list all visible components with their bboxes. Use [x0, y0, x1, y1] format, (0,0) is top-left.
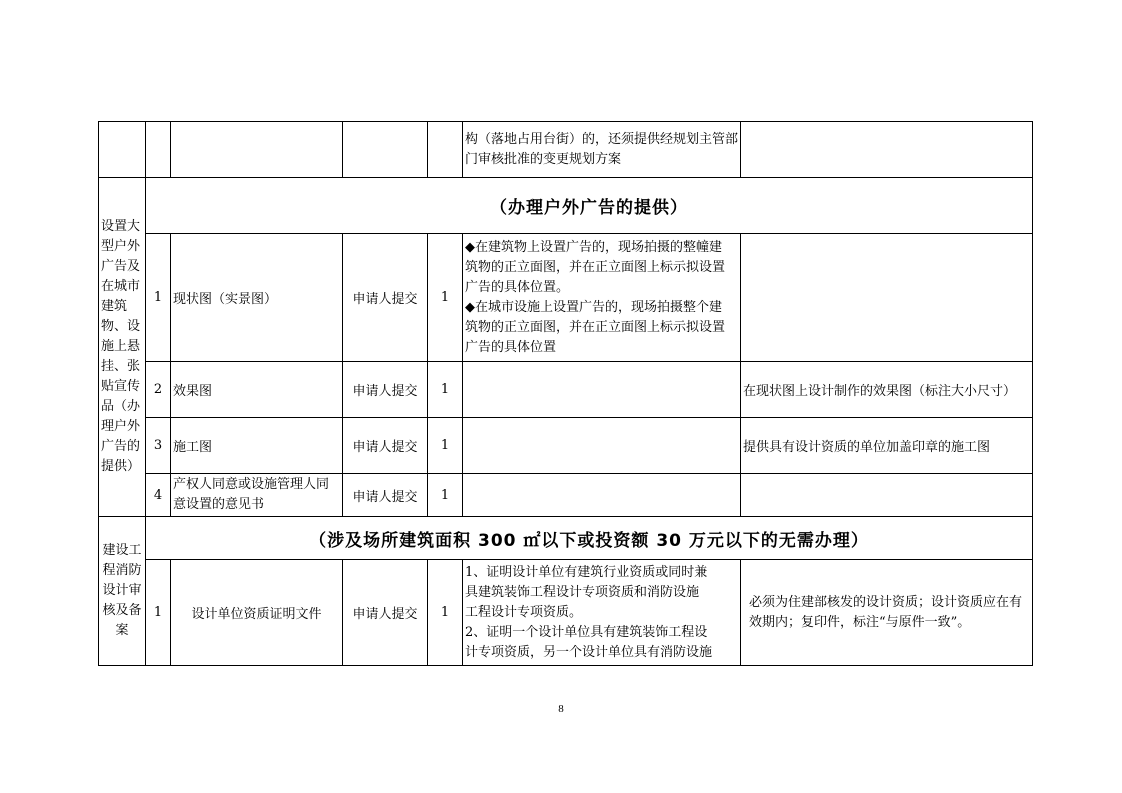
- page-number: 8: [558, 703, 564, 715]
- requirement-line: 筑物的正立面图，并在正立面图上标示拟设置: [465, 259, 726, 275]
- remark-cell: [741, 122, 1033, 178]
- count-cell: [428, 122, 463, 178]
- requirement-cell: [463, 418, 741, 474]
- remark-cell: 提供具有设计资质的单位加盖印章的施工图: [741, 418, 1033, 474]
- material-name-cell: 设计单位资质证明文件: [171, 560, 343, 666]
- count-cell: 1: [428, 234, 463, 362]
- remark-cell: [741, 474, 1033, 517]
- count-cell: 1: [428, 362, 463, 418]
- requirement-line: 筑物的正立面图，并在正立面图上标示拟设置: [465, 319, 726, 335]
- source-cell: 申请人提交: [343, 474, 428, 517]
- source-cell: 申请人提交: [343, 418, 428, 474]
- requirement-line: 工程设计专项资质。: [465, 604, 583, 620]
- source-cell: [343, 122, 428, 178]
- count-cell: 1: [428, 560, 463, 666]
- requirement-cell: 构（落地占用台街）的，还须提供经规划主管部门审核批准的变更规划方案: [463, 122, 741, 178]
- material-name-cell: [171, 122, 343, 178]
- requirement-cell: [463, 474, 741, 517]
- number-cell: 1: [146, 234, 171, 362]
- table-row: [99, 418, 1033, 474]
- table-row: [99, 560, 1033, 666]
- source-cell: 申请人提交: [343, 560, 428, 666]
- table-row: [99, 362, 1033, 418]
- requirement-line: 1、证明设计单位有建筑行业资质或同时兼: [465, 564, 708, 580]
- materials-table: [98, 121, 1033, 666]
- remark-cell: [741, 234, 1033, 362]
- section-banner: （办理户外广告的提供）: [146, 178, 1033, 234]
- category-cell: 建设工程消防设计审核及备案: [99, 517, 146, 666]
- remark-cell: 必须为住建部核发的设计资质；设计资质应在有效期内；复印件，标注“与原件一致”。: [741, 560, 1033, 666]
- material-name-cell: 产权人同意或设施管理人同意设置的意见书: [171, 474, 343, 517]
- number-cell: 4: [146, 474, 171, 517]
- requirement-line: 2、证明一个设计单位具有建筑装饰工程设: [465, 624, 708, 640]
- source-cell: 申请人提交: [343, 362, 428, 418]
- count-cell: 1: [428, 474, 463, 517]
- section-banner-row: [99, 178, 1033, 234]
- number-cell: [146, 122, 171, 178]
- requirement-line: 计专项资质，另一个设计单位具有消防设施: [465, 644, 713, 660]
- section-banner: （涉及场所建筑面积 300 ㎡以下或投资额 30 万元以下的无需办理）: [146, 517, 1033, 560]
- section-banner-row: [99, 517, 1033, 560]
- requirement-cell: [463, 362, 741, 418]
- source-cell: 申请人提交: [343, 234, 428, 362]
- requirement-line: 广告的具体位置: [465, 339, 557, 355]
- remark-cell: 在现状图上设计制作的效果图（标注大小尺寸）: [741, 362, 1033, 418]
- requirement-line: 广告的具体位置。: [465, 279, 570, 295]
- category-cell: [99, 122, 146, 178]
- requirement-line: ◆在建筑物上设置广告的，现场拍摄的整幢建: [465, 239, 722, 255]
- table-row: [99, 234, 1033, 362]
- table-row: [99, 474, 1033, 517]
- material-name-cell: 现状图（实景图）: [171, 234, 343, 362]
- requirement-cell: [463, 560, 741, 666]
- material-name-cell: 施工图: [171, 418, 343, 474]
- category-cell: 设置大型户外广告及在城市建筑物、设施上悬挂、张贴宣传品（办理户外广告的提供）: [99, 178, 146, 517]
- material-name-cell: 效果图: [171, 362, 343, 418]
- table-row: [99, 122, 1033, 178]
- count-cell: 1: [428, 418, 463, 474]
- requirement-cell: [463, 234, 741, 362]
- number-cell: 1: [146, 560, 171, 666]
- requirement-line: 具建筑装饰工程设计专项资质和消防设施: [465, 584, 700, 600]
- requirement-line: ◆在城市设施上设置广告的，现场拍摄整个建: [465, 299, 722, 315]
- number-cell: 2: [146, 362, 171, 418]
- number-cell: 3: [146, 418, 171, 474]
